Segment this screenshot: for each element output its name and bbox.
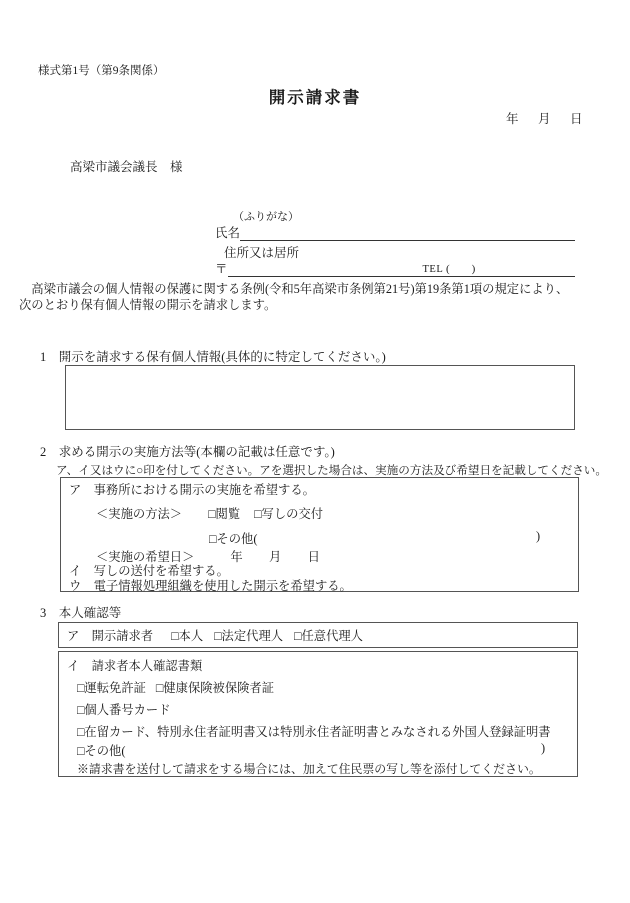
tel-label: TEL	[422, 264, 444, 275]
section3-heading: 3 本人確認等	[40, 606, 122, 620]
option-i-copy-mail[interactable]: イ 写しの送付を希望する。	[69, 564, 229, 578]
option-a-office-disclosure[interactable]: ア 事務所における開示の実施を希望する。	[69, 483, 315, 497]
desired-date-field[interactable]: 年 月 日	[230, 550, 327, 564]
checkbox-drivers-license[interactable]: □運転免許証	[77, 681, 146, 695]
page-title: 開示請求書	[268, 88, 362, 107]
intro-line-2: 次のとおり保有個人情報の開示を請求します。	[19, 297, 277, 312]
furigana-label: （ふりがな）	[233, 211, 299, 223]
address-label: 住所又は居所	[224, 246, 300, 260]
checkbox-copy-issue[interactable]: □写しの交付	[254, 507, 324, 521]
name-row	[215, 224, 575, 241]
postal-mark: 〒	[215, 262, 228, 276]
section1-heading: 1 開示を請求する保有個人情報(具体的に特定してください。)	[40, 350, 386, 364]
checkbox-view[interactable]: □閲覧	[208, 507, 241, 521]
mailing-note: ※請求書を送付して請求をする場合には、加えて住民票の写し等を添付してください。	[77, 762, 541, 776]
desired-date-label: ＜実施の希望日＞	[96, 550, 195, 564]
checkbox-residence-card[interactable]: □在留カード、特別永住者証明書又は特別永住者証明書とみなされる外国人登録証明書	[77, 725, 551, 739]
tel-paren: ( )	[446, 263, 476, 275]
checkbox-legal-agent[interactable]: □法定代理人	[214, 629, 284, 643]
requester-type-box	[58, 622, 578, 648]
method-other-close-paren: )	[536, 529, 541, 543]
section2-heading: 2 求める開示の実施方法等(本欄の記載は任意です。)	[40, 445, 335, 459]
postal-row	[215, 259, 575, 277]
form-number: 様式第1号（第9条関係）	[38, 65, 165, 77]
method-label: ＜実施の方法＞	[96, 507, 183, 521]
checkbox-mynumber-card[interactable]: □個人番号カード	[77, 703, 171, 717]
identity-documents-box	[58, 651, 578, 777]
name-input-line[interactable]	[240, 224, 575, 241]
checkbox-self[interactable]: □本人	[171, 629, 204, 643]
checkbox-method-other[interactable]: □その他(	[209, 532, 258, 546]
requester-type-label: ア 開示請求者	[67, 629, 154, 643]
intro-line-1: 高梁市議会の個人情報の保護に関する条例(令和5年高梁市条例第21号)第19条第1項の規定により、	[19, 282, 569, 296]
name-label: 氏名	[215, 226, 241, 240]
intro-paragraph	[19, 282, 615, 313]
address-input-line[interactable]	[228, 259, 575, 277]
identity-documents-label: イ 請求者本人確認書類	[67, 659, 203, 673]
checkbox-voluntary-agent[interactable]: □任意代理人	[294, 629, 363, 643]
checkbox-health-insurance[interactable]: □健康保険被保険者証	[155, 681, 275, 695]
checkbox-document-other[interactable]: □その他(	[77, 744, 126, 758]
addressee: 高梁市議会議長 様	[70, 160, 183, 174]
option-u-electronic[interactable]: ウ 電子情報処理組織を使用した開示を希望する。	[69, 579, 352, 593]
date-field[interactable]: 年 月 日	[505, 112, 586, 126]
request-detail-input-box[interactable]	[65, 365, 575, 430]
identity-doc-row1	[77, 678, 284, 696]
method-row	[96, 504, 337, 522]
method-selection-box	[60, 477, 579, 592]
tel-group[interactable]	[423, 260, 476, 276]
section2-instruction: ア、イ又はウに○印を付してください。アを選択した場合は、実施の方法及び希望日を記載してください。	[56, 464, 607, 477]
document-other-close-paren: )	[541, 741, 546, 755]
